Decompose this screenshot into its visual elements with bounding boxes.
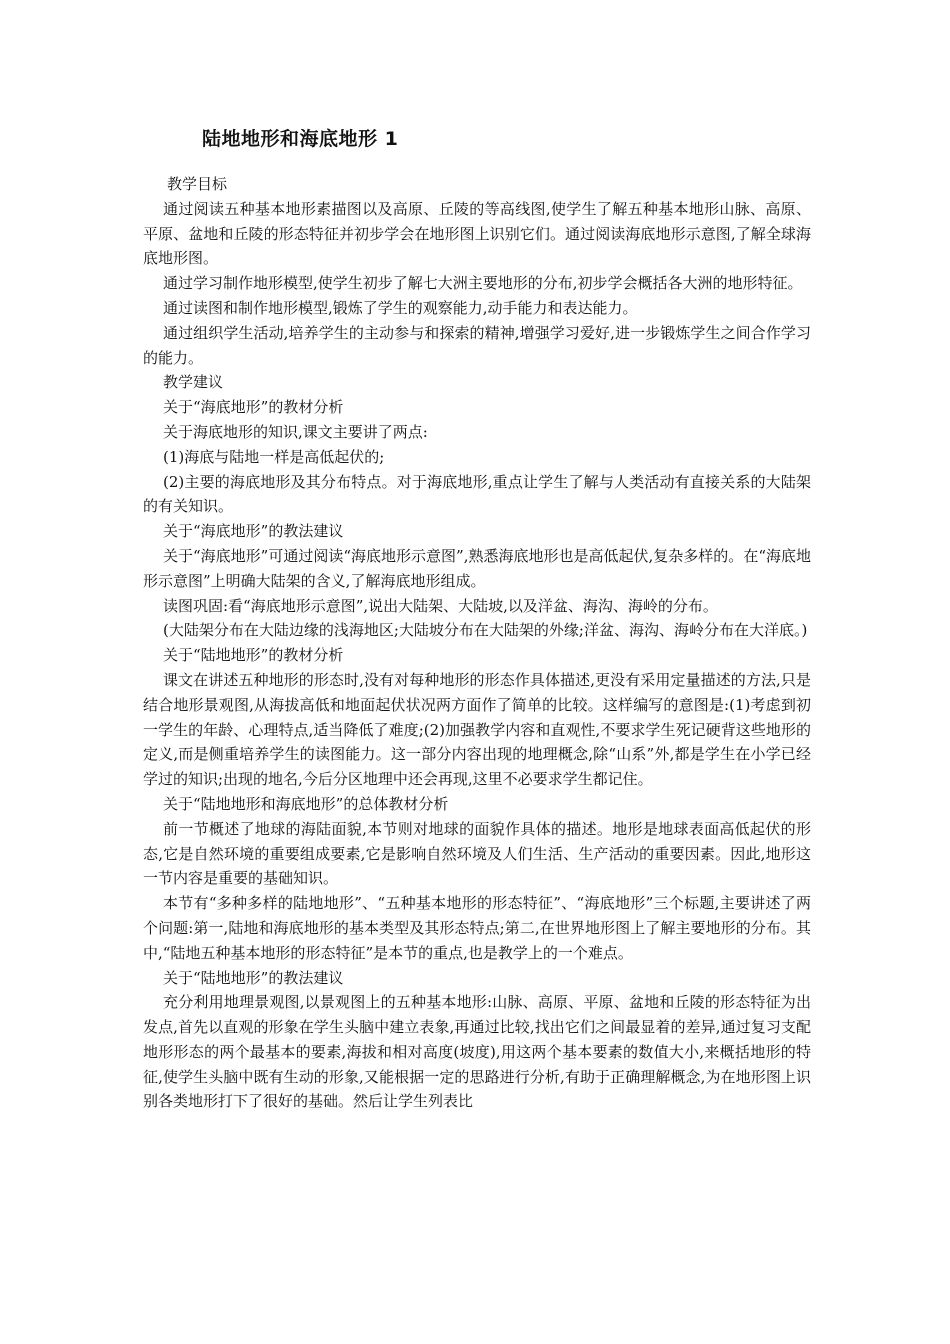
subsection-heading: 关于“陆地地形”的教材分析 bbox=[163, 646, 344, 665]
section-heading: 教学建议 bbox=[163, 373, 224, 392]
paragraph: 读图巩固:看“海底地形示意图”,说出大陆架、大陆坡,以及洋盆、海沟、海岭的分布。 bbox=[163, 596, 718, 615]
subsection-heading: 关于“陆地地形”的教法建议 bbox=[163, 968, 344, 987]
paragraph: 通过阅读五种基本地形素描图以及高原、丘陵的等高线图,使学生了解五种基本地形山脉、高原、平原、盆地和丘陵的形态特征并初步学会在地形图上识别它们。通过阅读海底地形示意图,了解全球海底地形图。 bbox=[143, 199, 811, 268]
paragraph: 通过组织学生活动,培养学生的主动参与和探索的精神,增强学习爱好,进一步锻炼学生之间合作学习的能力。 bbox=[143, 323, 811, 367]
subsection-heading: 关于“海底地形”的教材分析 bbox=[163, 398, 344, 417]
paragraph: 关于海底地形的知识,课文主要讲了两点: bbox=[163, 422, 428, 441]
paragraph: 关于“海底地形”可通过阅读“海底地形示意图”,熟悉海底地形也是高低起伏,复杂多样的。在“海底地形示意图”上明确大陆架的含义,了解海底地形组成。 bbox=[143, 546, 811, 590]
subsection-heading: 关于“陆地地形和海底地形”的总体教材分析 bbox=[163, 794, 449, 813]
paragraph: 充分利用地理景观图,以景观图上的五种基本地形:山脉、高原、平原、盆地和丘陵的形态特征为出发点,首先以直观的形象在学生头脑中建立表象,再通过比较,找出它们之间最显着的差异,通过复习支配地形形态的两个最基本的要素,海拔和相对高度(坡度),用这两个基本要素的数值大小,来概括地形的特征,使学生头脑中既有生动的形象,又能根据一定的思路进行分析,有助于正确理解概念,为在地形图上识别各类地形打下了很好的基础。然后让学生列表比 bbox=[143, 993, 811, 1111]
paragraph: 前一节概述了地球的海陆面貌,本节则对地球的面貌作具体的描述。地形是地球表面高低起伏的形态,它是自然环境的重要组成要素,它是影响自然环境及人们生活、生产活动的重要因素。因此,地形这一节内容是重要的基础知识。 bbox=[143, 819, 811, 888]
paragraph: (大陆架分布在大陆边缘的浅海地区;大陆坡分布在大陆架的外缘;洋盆、海沟、海岭分布在大洋底。) bbox=[163, 621, 808, 640]
subsection-heading: 关于“海底地形”的教法建议 bbox=[163, 522, 344, 541]
paragraph: 通过学习制作地形模型,使学生初步了解七大洲主要地形的分布,初步学会概括各大洲的地形特征。 bbox=[163, 274, 803, 293]
list-item: (2)主要的海底地形及其分布特点。对于海底地形,重点让学生了解与人类活动有直接关系的大陆架的有关知识。 bbox=[143, 472, 811, 516]
document-body bbox=[143, 172, 811, 1114]
list-item: (1)海底与陆地一样是高低起伏的; bbox=[163, 447, 385, 466]
document-title: 陆地地形和海底地形 1 bbox=[202, 128, 399, 150]
paragraph: 通过读图和制作地形模型,锻炼了学生的观察能力,动手能力和表达能力。 bbox=[163, 298, 638, 317]
paragraph: 课文在讲述五种地形的形态时,没有对每种地形的形态作具体描述,更没有采用定量描述的方法,只是结合地形景观图,从海拔高低和地面起伏状况两方面作了简单的比较。这样编写的意图是:(1)考虑到初一学生的年龄、心理特点,适当降低了难度;(2)加强教学内容和直观性,不要求学生死记硬背这些地形的定义,而是侧重培养学生的读图能力。这一部分内容出现的地理概念,除“山系”外,都是学生在小学已经学过的知识;出现的地名,今后分区地理中还会再现,这里不必要求学生都记住。 bbox=[143, 670, 811, 789]
section-heading: 教学目标 bbox=[167, 175, 228, 193]
paragraph: 本节有“多种多样的陆地地形”、“五种基本地形的形态特征”、“海底地形”三个标题,主要讲述了两个问题:第一,陆地和海底地形的基本类型及其形态特点;第二,在世界地形图上了解主要地形的分布。其中,“陆地五种基本地形的形态特征”是本节的重点,也是教学上的一个难点。 bbox=[143, 894, 811, 962]
